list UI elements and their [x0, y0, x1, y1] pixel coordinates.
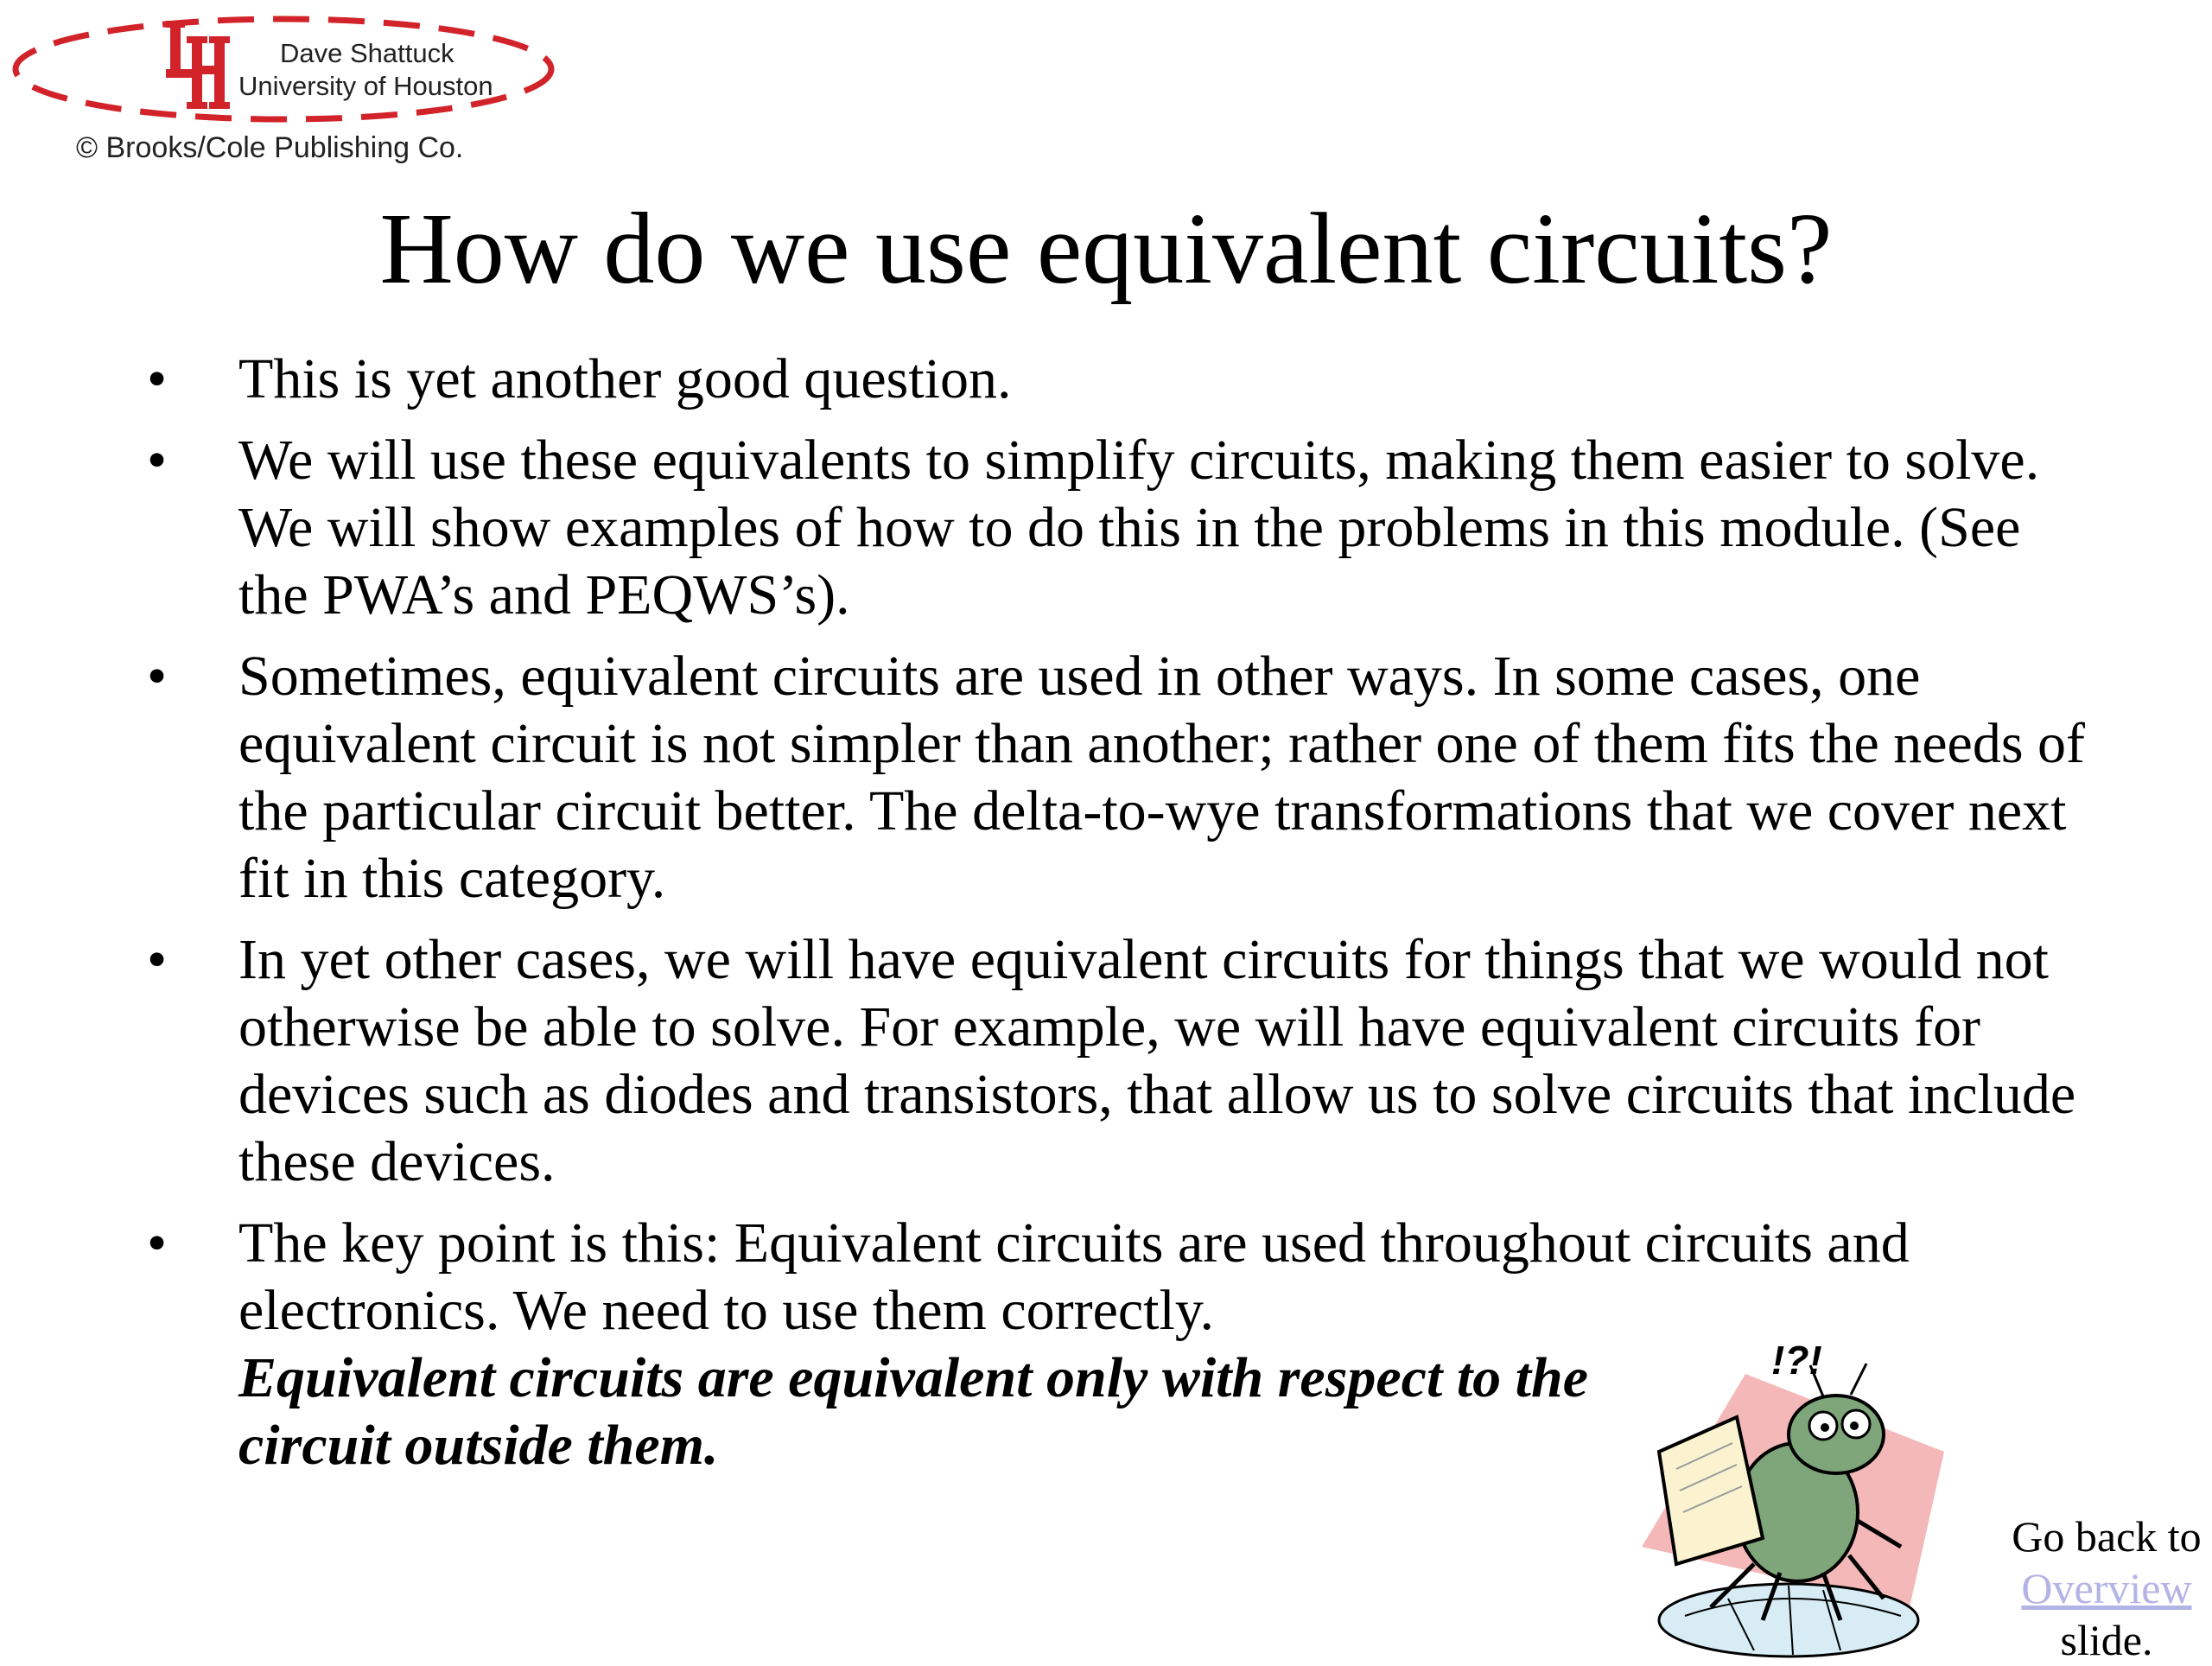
bullet-text: Sometimes, equivalent circuits are used in other ways. In some cases, one equivalent circuit is not simpler than another; rather one of them fits the needs of the particular circuit better. The delta-to-wye transformations that we cover next fit in this category.: [238, 645, 2086, 910]
logo-author: Dave Shattuck: [280, 38, 454, 68]
go-back-nav: [2003, 1510, 2210, 1666]
go-back-prefix: Go back to: [2012, 1512, 2202, 1561]
key-point-emphasis: Equivalent circuits are equivalent only with respect to the circuit outside them.: [238, 1346, 1588, 1477]
uh-logo: [9, 10, 562, 124]
bullet-dot-icon: •: [147, 928, 168, 991]
uh-mark-icon: [162, 17, 240, 112]
bullet-dot-icon: •: [147, 645, 168, 708]
copyright-notice: © Brooks/Cole Publishing Co.: [76, 131, 464, 164]
overview-link[interactable]: Overview: [2021, 1564, 2192, 1612]
bullet-text: We will use these equivalents to simplify circuits, making them easier to solve. We will show examples of how to do this in the problems in this module. (See the PWA’s and PEQWS’s).: [238, 429, 2040, 626]
bullet-dot-icon: •: [147, 429, 168, 492]
bullet-text: In yet other cases, we will have equivalent circuits for things that we would not otherwise be able to solve. For example, we will have equivalent circuits for devices such as diodes and transistors, that allow us to solve circuits that include these devices.: [238, 928, 2076, 1193]
bug-reading-mascot-icon: [1624, 1322, 1953, 1659]
logo-university: University of Houston: [238, 71, 493, 101]
bullet-dot-icon: •: [147, 1211, 168, 1275]
mascot-exclamation: !?!: [1771, 1338, 1822, 1383]
slide-title: How do we use equivalent circuits?: [379, 192, 1833, 305]
bullet-text: The key point is this: Equivalent circuits are used throughout circuits and electronics. We need to use them correctly.: [238, 1211, 1910, 1342]
bullet-list: [147, 346, 2100, 1493]
go-back-suffix: slide.: [2060, 1616, 2153, 1664]
bullet-item: [147, 926, 2100, 1196]
bullet-item: [147, 346, 2100, 413]
bullet-item: [147, 427, 2100, 629]
bullet-dot-icon: •: [147, 347, 168, 410]
bullet-item: [147, 643, 2100, 912]
bullet-text: This is yet another good question.: [238, 347, 1012, 410]
